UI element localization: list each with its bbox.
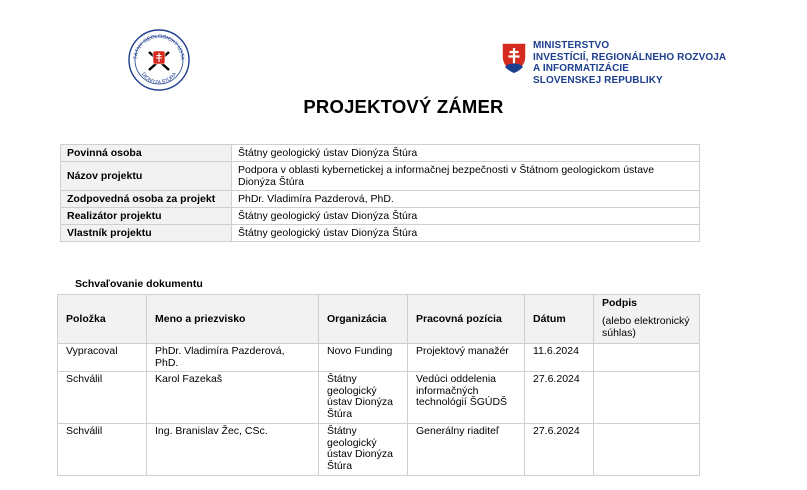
svg-text:ŠTÁTNY GEOLOGICKÝ ÚSTAV: TÁTNY GEOLOGICKÝ ÚSTA	[132, 33, 186, 60]
signature-header-note: (alebo elektronický súhlas)	[602, 315, 690, 339]
info-value: PhDr. Vladimíra Pazderová, PhD.	[232, 191, 700, 208]
slovak-coat-of-arms-icon	[500, 41, 528, 74]
info-row	[61, 208, 700, 225]
signature-header-label: Podpis	[602, 297, 638, 309]
approval-table	[57, 294, 700, 476]
table-row	[58, 424, 700, 476]
col-header-position: Pracovná pozícia	[408, 295, 525, 344]
cell-date: 27.6.2024	[525, 424, 594, 476]
cell-date: 11.6.2024	[525, 344, 594, 372]
info-label: Povinná osoba	[61, 145, 232, 162]
table-row	[58, 344, 700, 372]
cell-signature	[594, 344, 700, 372]
sgudz-seal-logo	[127, 28, 191, 92]
info-row	[61, 162, 700, 191]
cell-date: 27.6.2024	[525, 372, 594, 424]
cell-organization: Novo Funding	[319, 344, 408, 372]
cell-name: Ing. Branislav Žec, CSc.	[147, 424, 319, 476]
cell-organization: Štátny geologický ústav Dionýza Štúra	[319, 424, 408, 476]
cell-position: Vedúci oddelenia informačných technológií ŠGÚDŠ	[408, 372, 525, 424]
col-header-name: Meno a priezvisko	[147, 295, 319, 344]
col-header-organization: Organizácia	[319, 295, 408, 344]
ministry-line-3: A INFORMATIZÁCIE	[533, 63, 630, 74]
ministry-line-4: SLOVENSKEJ REPUBLIKY	[533, 74, 663, 86]
info-value: Štátny geologický ústav Dionýza Štúra	[232, 145, 700, 162]
document-title: PROJEKTOVÝ ZÁMER	[303, 96, 504, 117]
info-value: Štátny geologický ústav Dionýza Štúra	[232, 208, 700, 225]
cell-signature	[594, 372, 700, 424]
cell-organization: Štátny geologický ústav Dionýza Štúra	[319, 372, 408, 424]
col-header-signature	[594, 295, 700, 344]
cell-position: Projektový manažér	[408, 344, 525, 372]
cell-signature	[594, 424, 700, 476]
col-header-date: Dátum	[525, 295, 594, 344]
col-header-item: Položka	[58, 295, 147, 344]
info-row	[61, 191, 700, 208]
info-label: Realizátor projektu	[61, 208, 232, 225]
cell-name: PhDr. Vladimíra Pazderová, PhD.	[147, 344, 319, 372]
ministry-logo	[500, 40, 730, 92]
table-row	[58, 372, 700, 424]
info-value: Podpora v oblasti kybernetickej a informačnej bezpečnosti v Štátnom geologickom ústave Dionýza Štúra	[232, 162, 700, 191]
ministry-line-1: MINISTERSTVO	[533, 40, 610, 51]
approval-header-row	[58, 295, 700, 344]
info-label: Názov projektu	[61, 162, 232, 191]
info-row	[61, 225, 700, 242]
cell-item: Schválil	[58, 424, 147, 476]
svg-text:DIONÝZA ŠTÚRA: DIONÝZA ŠTÚRA	[139, 71, 179, 87]
project-info-table	[60, 144, 700, 242]
cell-item: Vypracoval	[58, 344, 147, 372]
approval-section-title: Schvaľovanie dokumentu	[75, 278, 203, 290]
cell-item: Schválil	[58, 372, 147, 424]
cell-position: Generálny riaditeľ	[408, 424, 525, 476]
ministry-line-2: INVESTÍCIÍ, REGIONÁLNEHO ROZVOJA	[533, 51, 727, 63]
info-label: Vlastník projektu	[61, 225, 232, 242]
info-label: Zodpovedná osoba za projekt	[61, 191, 232, 208]
info-row	[61, 145, 700, 162]
cell-name: Karol Fazekaš	[147, 372, 319, 424]
info-value: Štátny geologický ústav Dionýza Štúra	[232, 225, 700, 242]
